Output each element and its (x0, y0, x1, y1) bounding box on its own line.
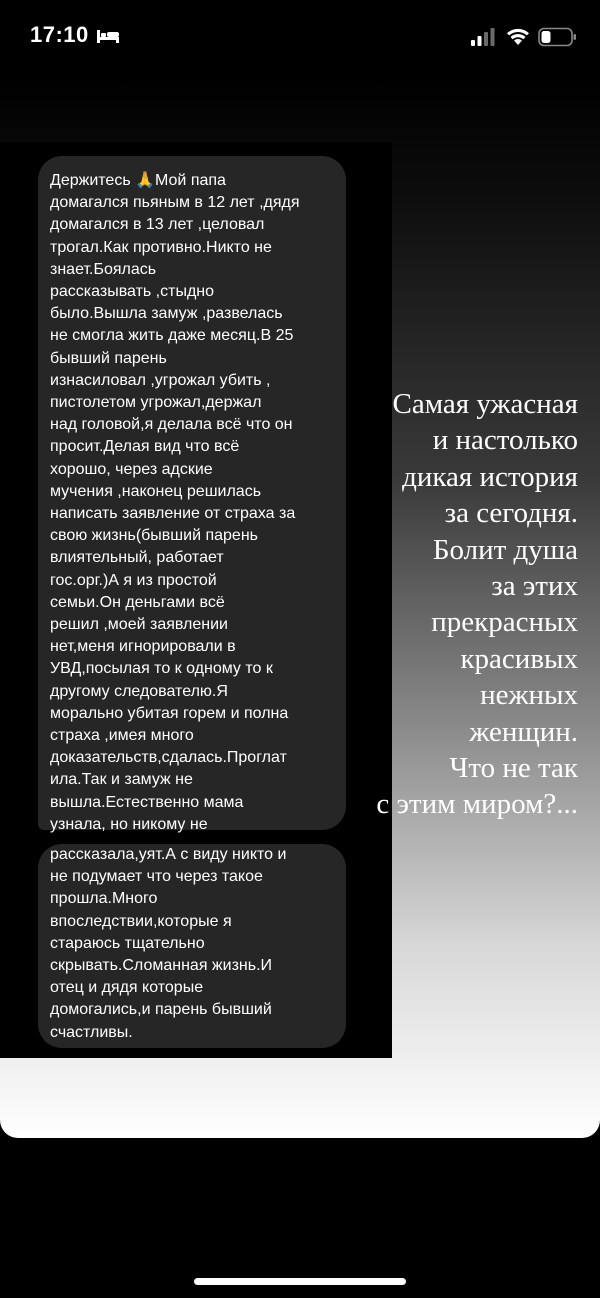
bed-icon (96, 28, 120, 44)
home-indicator[interactable] (194, 1278, 406, 1285)
wifi-icon (506, 26, 530, 46)
message-text: Держитесь 🙏Мой папа домагался пьяным в 12 лет ,дядя домагался в 13 лет ,целовал трогал.Как противно.Никто не знает.Боялась рассказывать ,стыдно было.Вышла замуж ,развелась не смогла жить даже месяц.В 25 бывший парень изнасиловал ,угрожал убить , пистолетом угрожал,держал над головой,я делала всё что он просит.Делая вид что всё хорошо, через адские мучения ,наконец решилась написать заявление от страха за свою жизнь(бывший парень влиятельный, работает гос.орг.)А я из простой семьи.Он деньгами всё решил ,моей заявлении нет,меня игнорировали в УВД,посылая то к одному то к другому следователю.Я морально убитая горем и полна страха ,имея много доказательств,сдалась.Проглат ила.Так и замуж не вышла.Естественно мама узнала, но никому не (50, 172, 300, 833)
cellular-signal-icon (470, 28, 496, 46)
message-bubble (38, 156, 346, 833)
story-card[interactable] (0, 76, 600, 1138)
story-caption: Самая ужасная и настолько дикая история за сегодня. Болит душа за этих прекрасных красивых нежных женщин. Что не так с этим миром?... (376, 388, 578, 821)
battery-icon (538, 27, 578, 47)
status-bar (0, 0, 600, 76)
status-time: 17:10 (30, 22, 89, 47)
message-text: рассказала,уят.А с виду никто и не подумает что через такое прошла.Много впоследствии,которые я стараюсь тщательно скрывать.Сломанная жизнь.И отец и дядя которые домогались,и парень бывший счастливы. (50, 846, 287, 1041)
message-bubble (38, 844, 346, 1048)
